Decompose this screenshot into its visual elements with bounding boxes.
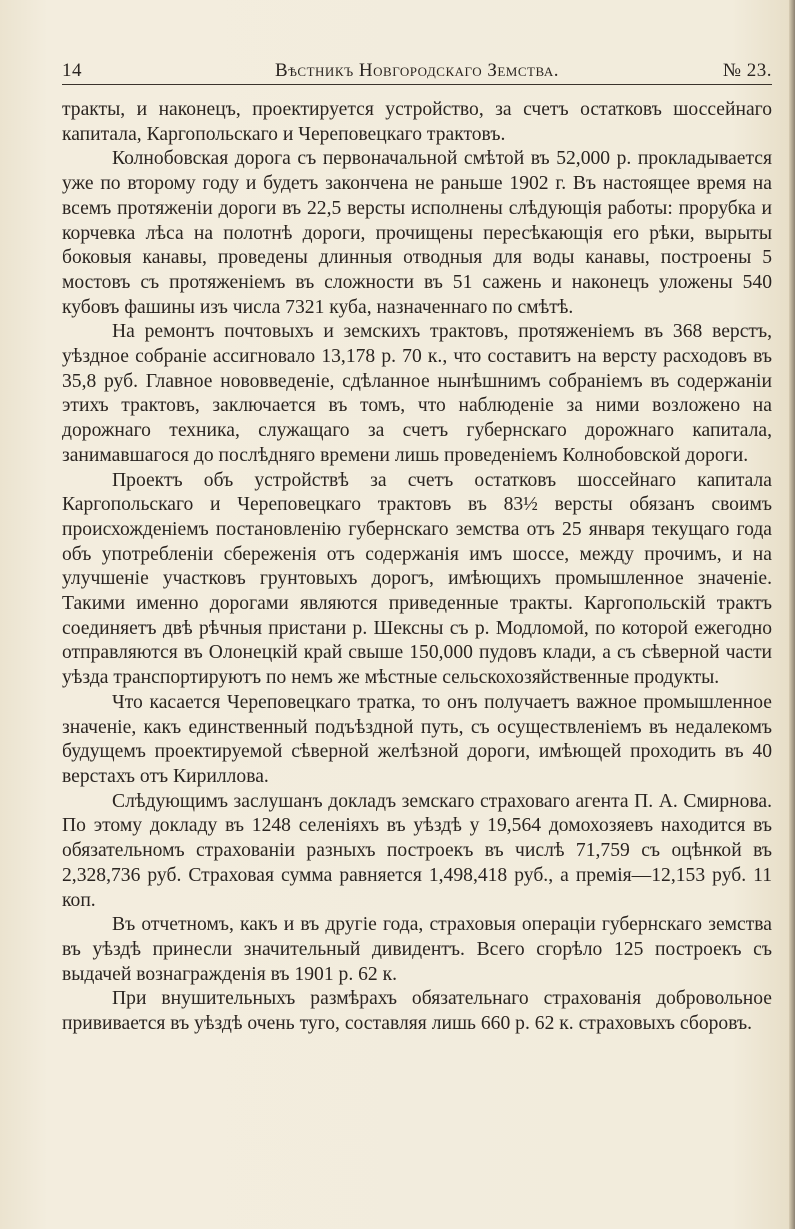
issue-number: № 23. xyxy=(722,60,772,81)
body-text xyxy=(62,98,772,1037)
paragraph: Въ отчетномъ, какъ и въ другіе года, страховыя операціи губернскаго земства въ уѣздѣ принесли значительный дивидентъ. Всего сгорѣло 125 построекъ съ выдачей вознагражденія въ 1901 р. 62 к. xyxy=(62,914,772,985)
paragraph: Слѣдующимъ заслушанъ докладъ земскаго страховаго агента П. А. Смирнова. По этому докладу въ 1248 селеніяхъ въ уѣздѣ у 19,564 домохозяевъ находится въ обязательномъ страхованіи разныхъ построекъ въ числѣ 71,759 съ оцѣнкой въ 2,328,736 руб. Страховая сумма равняется 1,498,418 руб., а премія—12,153 руб. 11 коп. xyxy=(62,790,772,911)
running-header xyxy=(62,58,772,84)
page-number: 14 xyxy=(62,60,82,81)
journal-title: Вѣстникъ Новгородскаго Земства. xyxy=(275,60,559,81)
paragraph: тракты, и наконецъ, проектируется устройство, за счетъ остатковъ шоссейнаго капитала, Каргопольскаго и Череповецкаго трактовъ. xyxy=(62,99,772,145)
paragraph: Что касается Череповецкаго тратка, то онъ получаетъ важное промышленное значеніе, какъ единственный подъѣздной путь, съ осуществленіемъ въ недалекомъ будущемъ проектируемой сѣверной желѣзной дороги, имѣющей проходить въ 40 верстахъ отъ Кириллова. xyxy=(62,691,772,787)
paragraph: При внушительныхъ размѣрахъ обязательнаго страхованія добровольное прививается въ уѣздѣ очень туго, составляя лишь 660 р. 62 к. страховыхъ сборовъ. xyxy=(62,988,772,1035)
header-rule xyxy=(62,84,772,85)
page-edge xyxy=(789,0,795,1229)
paragraph: На ремонтъ почтовыхъ и земскихъ трактовъ, протяженіемъ въ 368 верстъ, уѣздное собраніе ассигновало 13,178 р. 70 к., что составитъ на версту расходовъ въ 35,8 руб. Главное нововведеніе, сдѣланное нынѣшнимъ собраніемъ въ содержаніи этихъ трактовъ, заключается въ томъ, что наблюденіе за ними возложено на дорожнаго техника, служащаго за счетъ губернскаго дорожнаго капитала, занимавшагося до послѣдняго времени лишь проведеніемъ Колнобовской дороги. xyxy=(62,321,772,466)
paragraph: Проектъ объ устройствѣ за счетъ остатковъ шоссейнаго капитала Каргопольскаго и Череповецкаго трактовъ въ 83½ версты обязанъ своимъ происхожденіемъ постановленію губернскаго земства отъ 25 января текущаго года объ употребленіи сбереженія отъ содержанія имъ шоссе, между прочимъ, и на улучшеніе участковъ грунтовыхъ дорогъ, имѣющихъ промышленное значеніе. Такими именно дорогами являются приведенные тракты. Каргопольскій трактъ соединяетъ двѣ рѣчныя пристани р. Шексны съ р. Модломой, по которой ежегодно отправляются въ Олонецкій край свыше 150,000 пудовъ клади, а съ сѣверной части уѣзда транспортируютъ по немъ же мѣстные сельскохозяйственные продукты. xyxy=(62,469,772,689)
paragraph: Колнобовская дорога съ первоначальной смѣтой въ 52,000 р. прокладывается уже по второму году и будетъ закончена не раньше 1902 г. Въ настоящее время на всемъ протяженіи дороги въ 22,5 версты исполнены слѣдующія работы: прорубка и корчевка лѣса на полотнѣ дороги, прочищены пересѣкающія его рѣки, вырыты боковыя канавы, проведены длинныя отводныя для воды канавы, построены 5 мостовъ съ протяженіемъ въ сложности въ 51 сажень и наконецъ уложены 540 кубовъ фашины изъ числа 7321 куба, назначеннаго по смѣтѣ. xyxy=(62,148,772,318)
